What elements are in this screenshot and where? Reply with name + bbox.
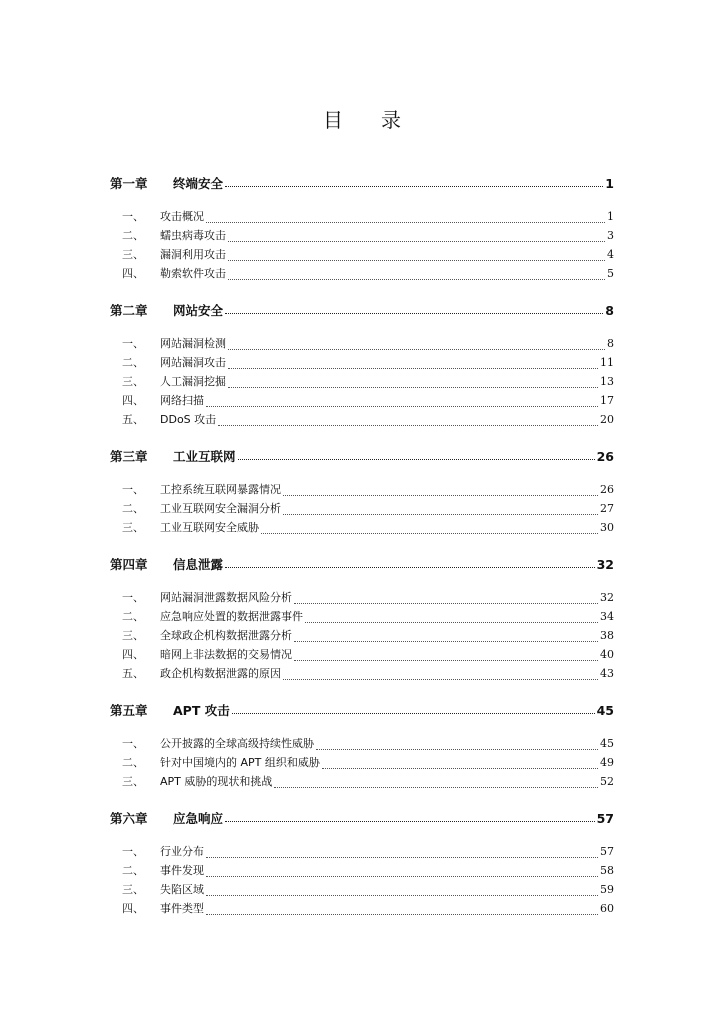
section-title: 网站漏洞检测	[160, 337, 226, 350]
chapter-page-number: 32	[596, 557, 614, 572]
section-title: 事件类型	[160, 902, 204, 915]
section-entry[interactable]	[110, 265, 614, 284]
section-page-number: 57	[600, 845, 614, 858]
section-number: 二、	[122, 502, 144, 515]
dot-leader	[225, 313, 603, 314]
dot-leader	[228, 387, 598, 388]
section-number: 四、	[122, 267, 144, 280]
dot-leader	[238, 459, 595, 460]
section-title: 针对中国境内的 APT 组织和威胁	[160, 756, 320, 769]
section-page-number: 30	[600, 521, 614, 534]
section-entry[interactable]	[110, 843, 614, 862]
dot-leader	[294, 660, 598, 661]
section-title: 网站漏洞攻击	[160, 356, 226, 369]
section-page-number: 32	[600, 591, 614, 604]
chapter-title: 应急响应	[173, 811, 224, 826]
dot-leader	[261, 533, 598, 534]
section-title: 事件发现	[160, 864, 204, 877]
chapter-page-number: 57	[596, 811, 614, 826]
section-entry[interactable]	[110, 900, 614, 919]
section-page-number: 59	[600, 883, 614, 896]
chapter-entry[interactable]	[110, 447, 614, 467]
section-title: 蠕虫病毒攻击	[160, 229, 226, 242]
section-page-number: 27	[600, 502, 614, 515]
section-page-number: 3	[607, 229, 614, 242]
section-number: 三、	[122, 375, 144, 388]
section-title: 工业互联网安全威胁	[160, 521, 259, 534]
section-title: 应急响应处置的数据泄露事件	[160, 610, 303, 623]
section-title: 网站漏洞泄露数据风险分析	[160, 591, 292, 604]
dot-leader	[206, 857, 598, 858]
dot-leader	[274, 787, 598, 788]
section-number: 一、	[122, 210, 144, 223]
dot-leader	[225, 821, 595, 822]
section-page-number: 26	[600, 483, 614, 496]
dot-leader	[228, 279, 605, 280]
section-entry[interactable]	[110, 500, 614, 519]
section-entry[interactable]	[110, 208, 614, 227]
section-number: 五、	[122, 667, 144, 680]
dot-leader	[225, 186, 603, 187]
dot-leader	[294, 641, 598, 642]
section-page-number: 11	[600, 356, 614, 369]
section-page-number: 1	[607, 210, 614, 223]
section-page-number: 40	[600, 648, 614, 661]
section-page-number: 4	[607, 248, 614, 261]
section-entry[interactable]	[110, 411, 614, 430]
dot-leader	[206, 895, 598, 896]
dot-leader	[305, 622, 598, 623]
section-number: 四、	[122, 648, 144, 661]
chapter-title: 终端安全	[173, 176, 224, 191]
section-title: 政企机构数据泄露的原因	[160, 667, 281, 680]
section-title: APT 威胁的现状和挑战	[160, 775, 273, 788]
section-page-number: 49	[600, 756, 614, 769]
section-number: 四、	[122, 902, 144, 915]
dot-leader	[228, 349, 605, 350]
section-page-number: 17	[600, 394, 614, 407]
section-title: 攻击概况	[160, 210, 204, 223]
dot-leader	[283, 495, 598, 496]
chapter-number: 第六章	[110, 811, 148, 826]
section-page-number: 58	[600, 864, 614, 877]
section-number: 一、	[122, 483, 144, 496]
section-page-number: 45	[600, 737, 614, 750]
section-entry[interactable]	[110, 646, 614, 665]
chapter-page-number: 45	[596, 703, 614, 718]
chapter-entry[interactable]	[110, 809, 614, 829]
chapter-title: 工业互联网	[173, 449, 236, 464]
section-entry[interactable]	[110, 246, 614, 265]
section-page-number: 20	[600, 413, 614, 426]
section-title: 工控系统互联网暴露情况	[160, 483, 281, 496]
title-char-1: 目	[323, 108, 343, 132]
dot-leader	[206, 914, 598, 915]
section-entry[interactable]	[110, 392, 614, 411]
dot-leader	[232, 713, 595, 714]
section-title: 漏洞利用攻击	[160, 248, 226, 261]
section-number: 二、	[122, 756, 144, 769]
section-number: 一、	[122, 337, 144, 350]
section-page-number: 8	[607, 337, 614, 350]
section-title: DDoS 攻击	[160, 413, 217, 426]
section-page-number: 13	[600, 375, 614, 388]
dot-leader	[283, 514, 598, 515]
dot-leader	[225, 567, 595, 568]
section-page-number: 52	[600, 775, 614, 788]
section-title: 暗网上非法数据的交易情况	[160, 648, 292, 661]
chapter-page-number: 26	[596, 449, 614, 464]
section-entry[interactable]	[110, 519, 614, 538]
chapter-entry[interactable]	[110, 701, 614, 721]
dot-leader	[294, 603, 598, 604]
dot-leader	[316, 749, 598, 750]
section-entry[interactable]	[110, 335, 614, 354]
section-title: 公开披露的全球高级持续性威胁	[160, 737, 314, 750]
section-number: 四、	[122, 394, 144, 407]
section-page-number: 60	[600, 902, 614, 915]
section-number: 五、	[122, 413, 144, 426]
chapter-title: APT 攻击	[173, 703, 230, 718]
chapter-number: 第五章	[110, 703, 148, 718]
dot-leader	[283, 679, 598, 680]
chapter-number: 第二章	[110, 303, 148, 318]
section-title: 人工漏洞挖掘	[160, 375, 226, 388]
chapter-entry[interactable]	[110, 555, 614, 575]
dot-leader	[228, 241, 605, 242]
section-number: 二、	[122, 610, 144, 623]
section-number: 一、	[122, 591, 144, 604]
section-title: 勒索软件攻击	[160, 267, 226, 280]
section-entry[interactable]	[110, 354, 614, 373]
chapter-number: 第一章	[110, 176, 148, 191]
section-number: 一、	[122, 845, 144, 858]
section-entry[interactable]	[110, 881, 614, 900]
title-char-2: 录	[381, 108, 401, 132]
section-entry[interactable]	[110, 608, 614, 627]
dot-leader	[206, 222, 605, 223]
section-title: 行业分布	[160, 845, 204, 858]
dot-leader	[206, 876, 598, 877]
chapter-title: 网站安全	[173, 303, 224, 318]
section-entry[interactable]	[110, 227, 614, 246]
section-number: 三、	[122, 521, 144, 534]
dot-leader	[228, 368, 598, 369]
dot-leader	[228, 260, 605, 261]
section-entry[interactable]	[110, 773, 614, 792]
section-entry[interactable]	[110, 589, 614, 608]
section-entry[interactable]	[110, 754, 614, 773]
section-entry[interactable]	[110, 373, 614, 392]
section-entry[interactable]	[110, 627, 614, 646]
section-number: 三、	[122, 248, 144, 261]
section-title: 失陷区域	[160, 883, 204, 896]
chapter-title: 信息泄露	[173, 557, 224, 572]
section-number: 二、	[122, 229, 144, 242]
section-title: 全球政企机构数据泄露分析	[160, 629, 292, 642]
chapter-page-number: 1	[605, 176, 614, 191]
section-page-number: 34	[600, 610, 614, 623]
chapter-entry[interactable]	[110, 301, 614, 321]
toc-entries	[110, 174, 614, 919]
dot-leader	[206, 406, 598, 407]
page-title	[0, 104, 724, 133]
section-page-number: 38	[600, 629, 614, 642]
section-entry[interactable]	[110, 735, 614, 754]
section-number: 三、	[122, 883, 144, 896]
section-number: 一、	[122, 737, 144, 750]
section-page-number: 5	[607, 267, 614, 280]
section-number: 二、	[122, 356, 144, 369]
section-title: 网络扫描	[160, 394, 204, 407]
chapter-entry[interactable]	[110, 174, 614, 194]
section-number: 二、	[122, 864, 144, 877]
section-page-number: 43	[600, 667, 614, 680]
dot-leader	[322, 768, 598, 769]
chapter-number: 第四章	[110, 557, 148, 572]
chapter-number: 第三章	[110, 449, 148, 464]
section-entry[interactable]	[110, 481, 614, 500]
dot-leader	[218, 425, 598, 426]
section-title: 工业互联网安全漏洞分析	[160, 502, 281, 515]
section-entry[interactable]	[110, 665, 614, 684]
chapter-page-number: 8	[605, 303, 614, 318]
section-entry[interactable]	[110, 862, 614, 881]
section-number: 三、	[122, 629, 144, 642]
section-number: 三、	[122, 775, 144, 788]
